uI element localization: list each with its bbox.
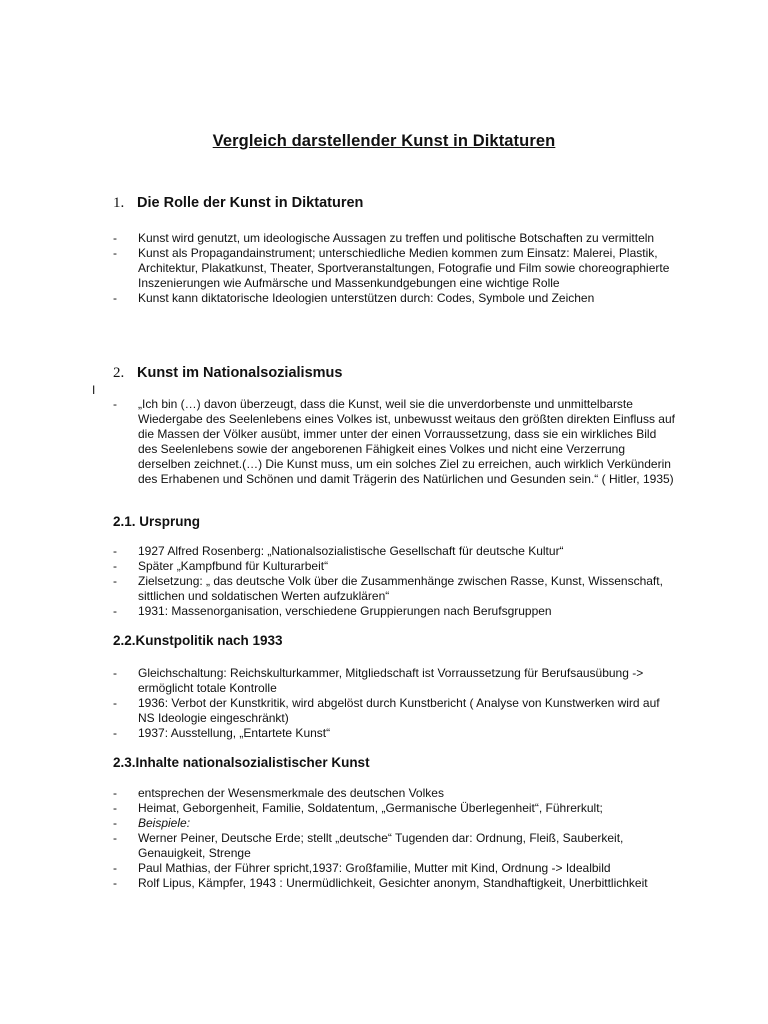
list-item-text: Kunst wird genutzt, um ideologische Aussagen zu treffen und politische Botschaften zu vermitteln: [138, 231, 655, 245]
bullet-dash: -: [113, 831, 117, 845]
list-item: [113, 231, 673, 246]
bullet-dash: -: [113, 604, 117, 618]
text-cursor-marker: I: [92, 383, 96, 397]
bullet-dash: -: [113, 816, 117, 830]
section-2-title: Kunst im Nationalsozialismus: [137, 365, 343, 381]
bullet-dash: -: [113, 559, 117, 573]
section-1-number: 1.: [113, 195, 125, 211]
bullet-dash: -: [113, 666, 117, 680]
section-2-quote-list: [113, 397, 678, 487]
section-2-2-heading: 2.2.Kunstpolitik nach 1933: [113, 633, 283, 648]
bullet-dash: -: [113, 291, 117, 305]
list-item-text: Heimat, Geborgenheit, Familie, Soldatentum, „Germanische Überlegenheit“, Führerkult;: [138, 801, 603, 815]
bullet-dash: -: [113, 397, 117, 411]
bullet-dash: -: [113, 231, 117, 245]
quote-item: [113, 397, 678, 487]
list-item-text: entsprechen der Wesensmerkmale des deutschen Volkes: [138, 786, 444, 800]
list-item-text: 1931: Massenorganisation, verschiedene Gruppierungen nach Berufsgruppen: [138, 604, 552, 618]
bullet-dash: -: [113, 726, 117, 740]
list-item: [113, 786, 673, 801]
list-item: [113, 604, 673, 619]
bullet-dash: -: [113, 801, 117, 815]
list-item: [113, 876, 673, 891]
section-2-3-list: [113, 786, 673, 891]
list-item: [113, 816, 673, 831]
list-item: [113, 544, 673, 559]
section-2-1-heading: 2.1. Ursprung: [113, 514, 201, 529]
list-item-text: Später „Kampfbund für Kulturarbeit“: [138, 559, 329, 573]
bullet-dash: -: [113, 574, 117, 588]
list-item-text: Kunst kann diktatorische Ideologien unterstützen durch: Codes, Symbole und Zeichen: [138, 291, 595, 305]
list-item: [113, 831, 673, 861]
bullet-dash: -: [113, 861, 117, 875]
list-item-text: Gleichschaltung: Reichskulturkammer, Mitgliedschaft ist Vorraussetzung für Berufsausübung -> ermöglicht totale Kontrolle: [138, 666, 644, 695]
quote-text: „Ich bin (…) davon überzeugt, dass die Kunst, weil sie die unverdorbenste und unmittelbarste Wiedergabe des Seelenlebens eines Volkes ist, unbewusst weitaus den größten direkten Einfluss auf die Massen der Völker ausübt, immer unter der einen Vorraussetzung, dass sie ein wirkliches Bild des Seelenlebens sowie der angeborenen Fähigkeit eines Volkes und nicht eine Verzerrung derselben zeichnet.(…) Die Kunst muss, um ein solches Ziel zu erreichen, auch wirklich Verkünderin des Erhabenen und Schönen und damit Trägerin des Natürlichen und Gesunden sein.“ ( Hitler, 1935): [138, 397, 675, 486]
bullet-dash: -: [113, 786, 117, 800]
list-item-text: Paul Mathias, der Führer spricht,1937: Großfamilie, Mutter mit Kind, Ordnung -> Idealbild: [138, 861, 611, 875]
list-item-text: Kunst als Propagandainstrument; unterschiedliche Medien kommen zum Einsatz: Malerei, Plastik, Architektur, Plakatkunst, Theater, Sportveranstaltungen, Fotografie und Film sowie choreographierte Inszenierungen wie Aufmärsche und Massenkundgebungen eine wichtige Rolle: [138, 246, 670, 290]
bullet-dash: -: [113, 544, 117, 558]
section-1-title: Die Rolle der Kunst in Diktaturen: [137, 195, 364, 211]
list-item-text: Zielsetzung: „ das deutsche Volk über die Zusammenhänge zwischen Rasse, Kunst, Wissenschaft, sittlichen und soldatischen Werten aufzuklären“: [138, 574, 663, 603]
list-item: [113, 666, 673, 696]
list-item-text: 1937: Ausstellung, „Entartete Kunst“: [138, 726, 331, 740]
section-2-heading: [113, 365, 342, 382]
list-item-text: 1927 Alfred Rosenberg: „Nationalsozialistische Gesellschaft für deutsche Kultur“: [138, 544, 564, 558]
list-item-text: Werner Peiner, Deutsche Erde; stellt „deutsche“ Tugenden dar: Ordnung, Fleiß, Sauberkeit, Genauigkeit, Strenge: [138, 831, 624, 860]
list-item-text: 1936: Verbot der Kunstkritik, wird abgelöst durch Kunstbericht ( Analyse von Kunstwerken wird auf NS Ideologie eingeschränkt): [138, 696, 660, 725]
list-item: [113, 574, 673, 604]
section-2-3-heading: 2.3.Inhalte nationalsozialistischer Kunst: [113, 755, 370, 770]
list-item-text: Rolf Lipus, Kämpfer, 1943 : Unermüdlichkeit, Gesichter anonym, Standhaftigkeit, Unerbittlichkeit: [138, 876, 648, 890]
section-1-heading: [113, 195, 363, 212]
bullet-dash: -: [113, 246, 117, 260]
section-2-2-list: [113, 666, 673, 741]
list-item: [113, 861, 673, 876]
section-2-number: 2.: [113, 365, 125, 381]
document-title: Vergleich darstellender Kunst in Diktaturen: [212, 132, 556, 150]
list-item: [113, 291, 673, 306]
list-item-text: Beispiele:: [138, 816, 191, 830]
section-2-1-list: [113, 544, 673, 619]
list-item: [113, 246, 673, 291]
bullet-dash: -: [113, 696, 117, 710]
list-item: [113, 801, 673, 816]
list-item: [113, 696, 673, 726]
section-1-list: [113, 231, 673, 306]
list-item: [113, 726, 673, 741]
bullet-dash: -: [113, 876, 117, 890]
list-item: [113, 559, 673, 574]
